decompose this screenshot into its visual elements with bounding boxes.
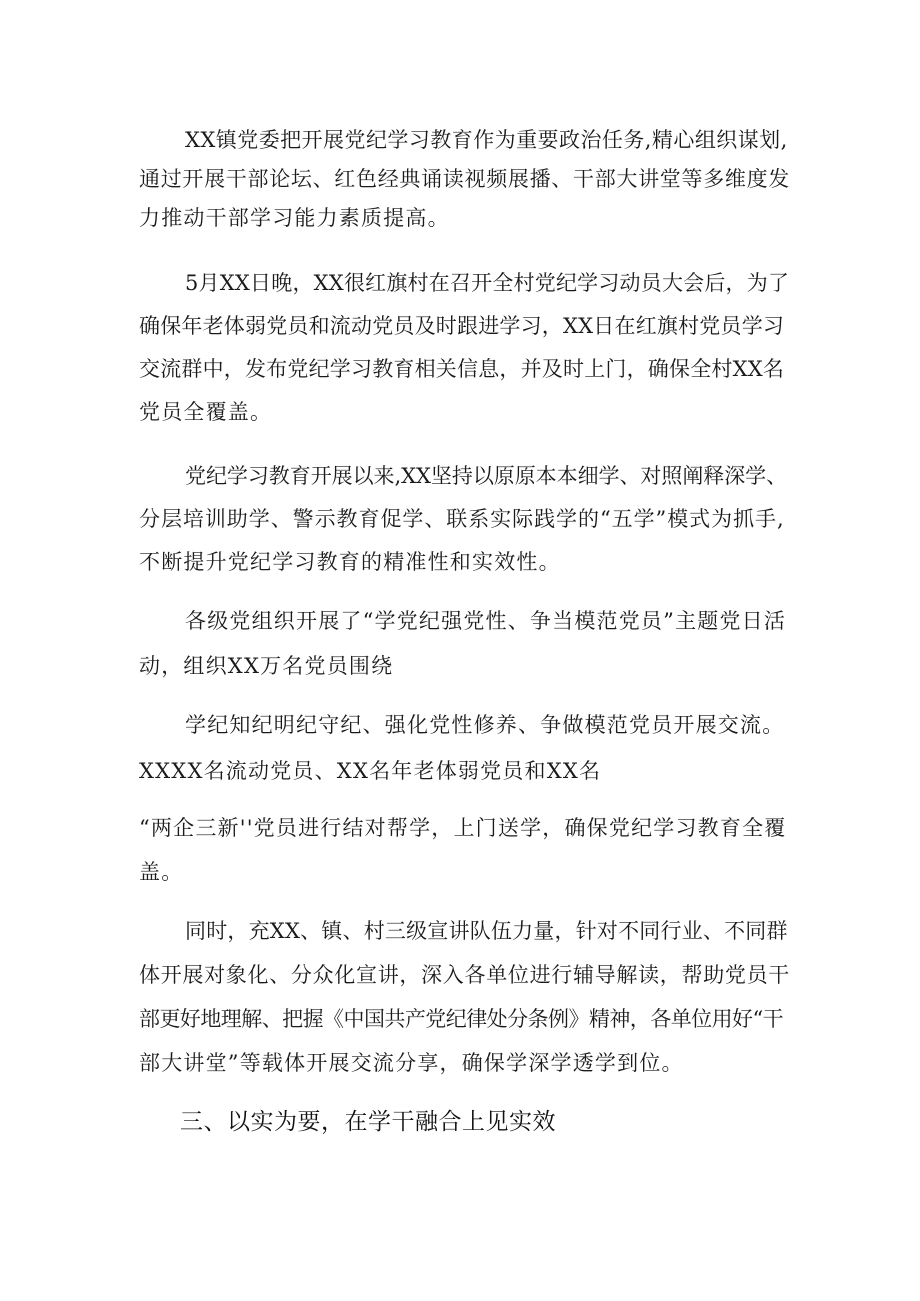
- paragraph-7-line-1: 同时，充XX、镇、村三级宣讲队伍力量，针对不同行业、不同群: [185, 919, 788, 943]
- paragraph-2-line-2: 确保年老体弱党员和流动党员及时跟进学习，XX日在红旗村党员学习: [139, 314, 785, 338]
- paragraph-6-line-2: 盖。: [139, 860, 184, 884]
- paragraph-7-line-3: 部更好地理解、把握《中国共产党纪律处分条例》精神，各单位用好“干: [139, 1007, 784, 1031]
- paragraph-1-line-1: XX镇党委把开展党纪学习教育作为重要政治任务,精心组织谋划,: [185, 128, 788, 152]
- paragraph-3-line-2: 分层培训助学、警示教育促学、联系实际践学的“五学”模式为抓手,: [139, 507, 785, 531]
- paragraph-3-line-1: 党纪学习教育开展以来,XX坚持以原原本本细学、对照阐释深学、: [185, 464, 788, 488]
- paragraph-5-line-1: 学纪知纪明纪守纪、强化党性修养、争做模范党员开展交流。: [185, 713, 785, 737]
- paragraph-2-line-4: 党员全覆盖。: [139, 400, 273, 424]
- paragraph-7-line-2: 体开展对象化、分众化宣讲，深入各单位进行辅导解读，帮助党员干: [139, 963, 790, 987]
- paragraph-7-line-4: 部大讲堂”等载体开展交流分享，确保学深学透学到位。: [139, 1051, 684, 1075]
- paragraph-3-line-3: 不断提升党纪学习教育的精准性和实效性。: [139, 550, 561, 574]
- paragraph-5-line-2: XXXX名流动党员、XX名年老体弱党员和XX名: [139, 759, 602, 783]
- paragraph-1-line-3: 力推动干部学习能力素质提高。: [139, 206, 450, 230]
- paragraph-4-line-2: 动，组织XX万名党员围绕: [139, 654, 394, 678]
- section-heading: 三、以实为要，在学干融合上见实效: [180, 1109, 556, 1135]
- paragraph-1-line-2: 通过开展干部论坛、红色经典诵读视频展播、干部大讲堂等多维度发: [139, 167, 790, 191]
- paragraph-4-line-1: 各级党组织开展了“学党纪强党性、争当模范党员”主题党日活: [185, 609, 787, 633]
- paragraph-2-line-1: 5月XX日晚，XX很红旗村在召开全村党纪学习动员大会后，为了: [185, 271, 790, 295]
- paragraph-2-line-3: 交流群中，发布党纪学习教育相关信息，并及时上门，确保全村XX名: [139, 357, 785, 381]
- paragraph-6-line-1: “两企三新''党员进行结对帮学，上门送学，确保党纪学习教育全覆: [139, 816, 787, 840]
